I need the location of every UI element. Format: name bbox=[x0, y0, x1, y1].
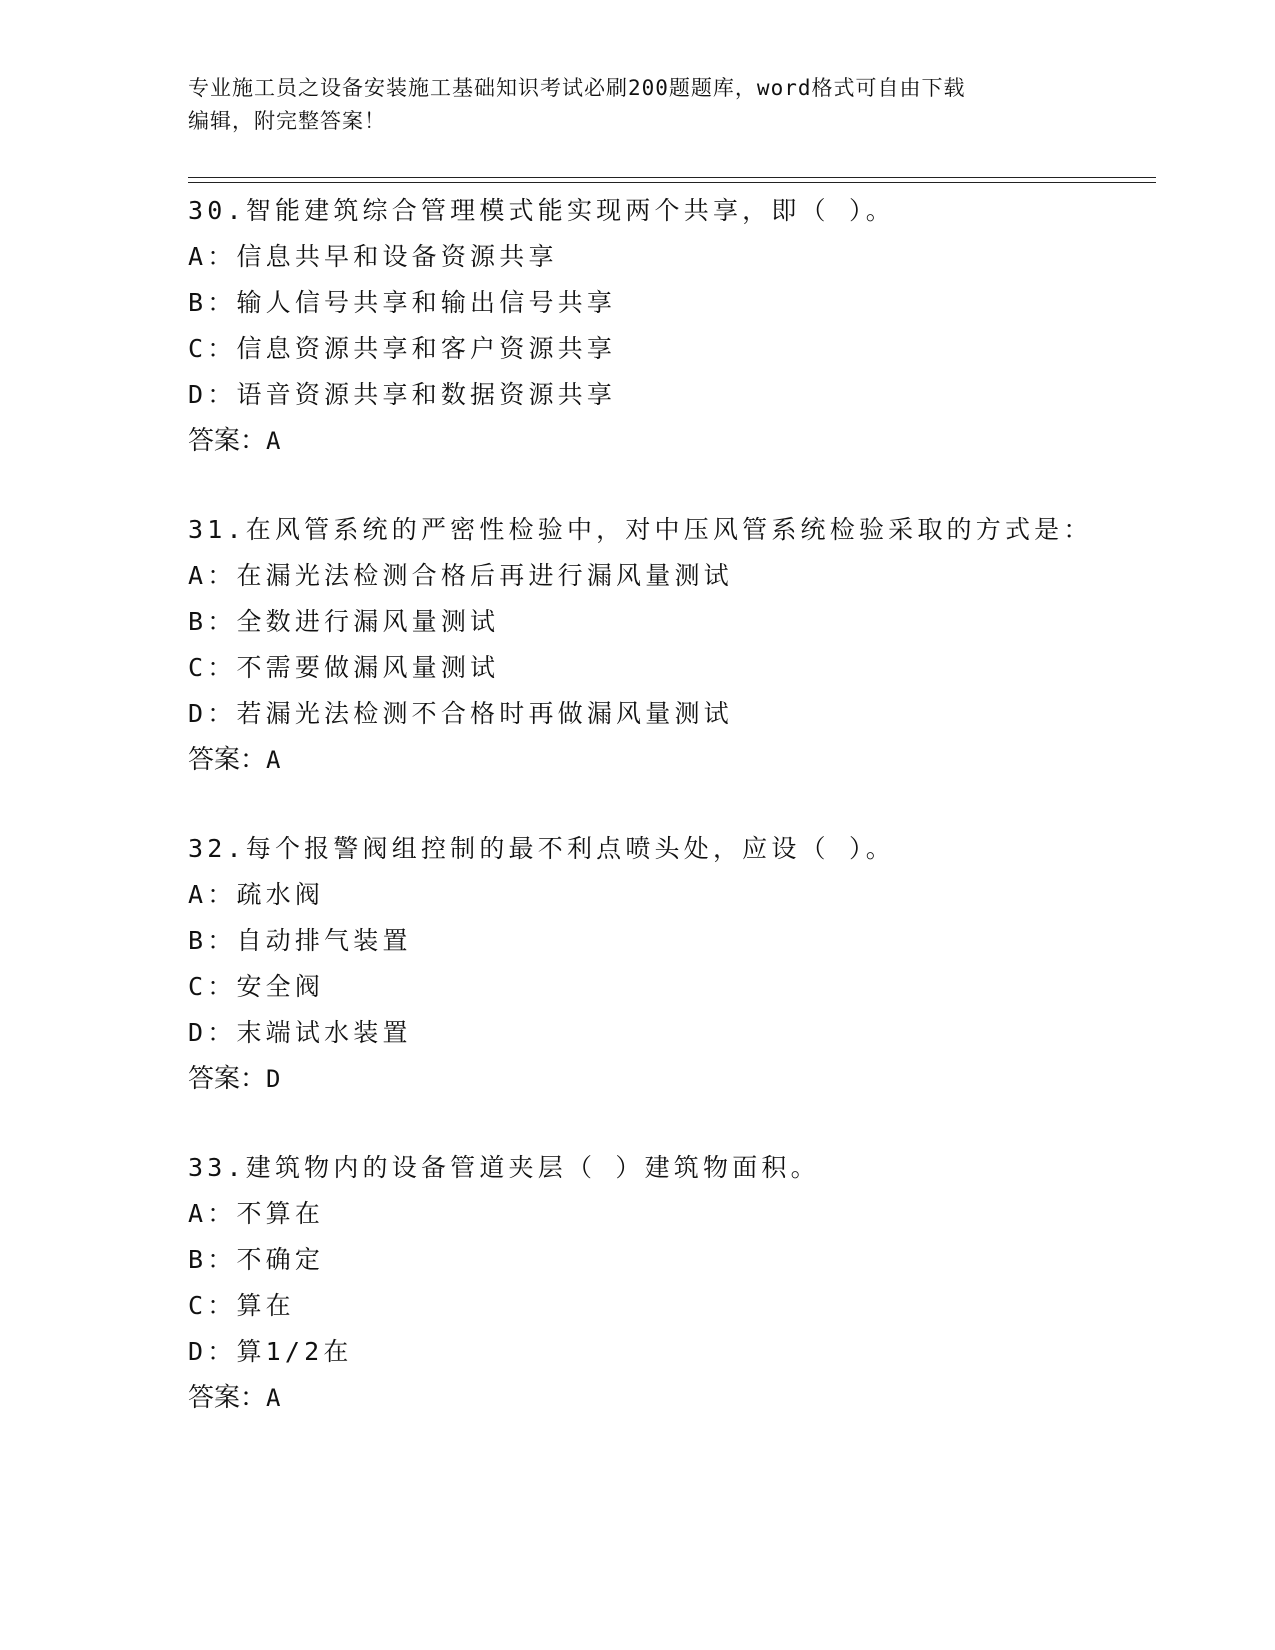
answer-value: A bbox=[266, 427, 281, 455]
option-b: B：不确定 bbox=[188, 1245, 325, 1274]
option-b: B：自动排气装置 bbox=[188, 926, 412, 955]
option-a: A：在漏光法检测合格后再进行漏风量测试 bbox=[188, 561, 733, 590]
answer-label: 答案： bbox=[188, 1064, 267, 1094]
question-stem: 30.智能建筑综合管理模式能实现两个共享，即（ ）。 bbox=[188, 196, 895, 225]
question-33 bbox=[188, 1145, 1156, 1421]
header-divider-top bbox=[188, 177, 1156, 178]
answer-value: D bbox=[266, 1065, 281, 1093]
header-divider-bottom bbox=[188, 182, 1156, 183]
option-d: D：若漏光法检测不合格时再做漏风量测试 bbox=[188, 699, 733, 728]
question-list bbox=[188, 188, 1156, 1464]
option-a: A：不算在 bbox=[188, 1199, 325, 1228]
option-b: B：输人信号共享和输出信号共享 bbox=[188, 288, 617, 317]
header-title-line-1: 专业施工员之设备安装施工基础知识考试必刷200题题库，word格式可自由下载 bbox=[188, 76, 966, 100]
answer-line bbox=[188, 737, 1156, 783]
header-title-line-2: 编辑，附完整答案！ bbox=[188, 109, 386, 133]
question-stem: 31.在风管系统的严密性检验中，对中压风管系统检验采取的方式是： bbox=[188, 515, 1093, 544]
option-d: D：末端试水装置 bbox=[188, 1018, 412, 1047]
document-header bbox=[188, 72, 1068, 138]
option-a: A：信息共早和设备资源共享 bbox=[188, 242, 558, 271]
answer-label: 答案： bbox=[188, 1383, 267, 1413]
answer-line bbox=[188, 1375, 1156, 1421]
question-32 bbox=[188, 826, 1156, 1102]
option-c: C：算在 bbox=[188, 1291, 295, 1320]
answer-line bbox=[188, 418, 1156, 464]
question-31 bbox=[188, 507, 1156, 783]
option-d: D：算1/2在 bbox=[188, 1337, 353, 1366]
answer-label: 答案： bbox=[188, 426, 267, 456]
option-d: D：语音资源共享和数据资源共享 bbox=[188, 380, 617, 409]
option-c: C：安全阀 bbox=[188, 972, 325, 1001]
question-stem: 33.建筑物内的设备管道夹层（ ）建筑物面积。 bbox=[188, 1153, 820, 1182]
answer-value: A bbox=[266, 1384, 281, 1412]
option-a: A：疏水阀 bbox=[188, 880, 325, 909]
question-30 bbox=[188, 188, 1156, 464]
option-c: C：不需要做漏风量测试 bbox=[188, 653, 500, 682]
answer-label: 答案： bbox=[188, 745, 267, 775]
answer-line bbox=[188, 1056, 1156, 1102]
answer-value: A bbox=[266, 746, 281, 774]
question-stem: 32.每个报警阀组控制的最不利点喷头处，应设（ ）。 bbox=[188, 834, 895, 863]
option-b: B：全数进行漏风量测试 bbox=[188, 607, 500, 636]
option-c: C：信息资源共享和客户资源共享 bbox=[188, 334, 617, 363]
